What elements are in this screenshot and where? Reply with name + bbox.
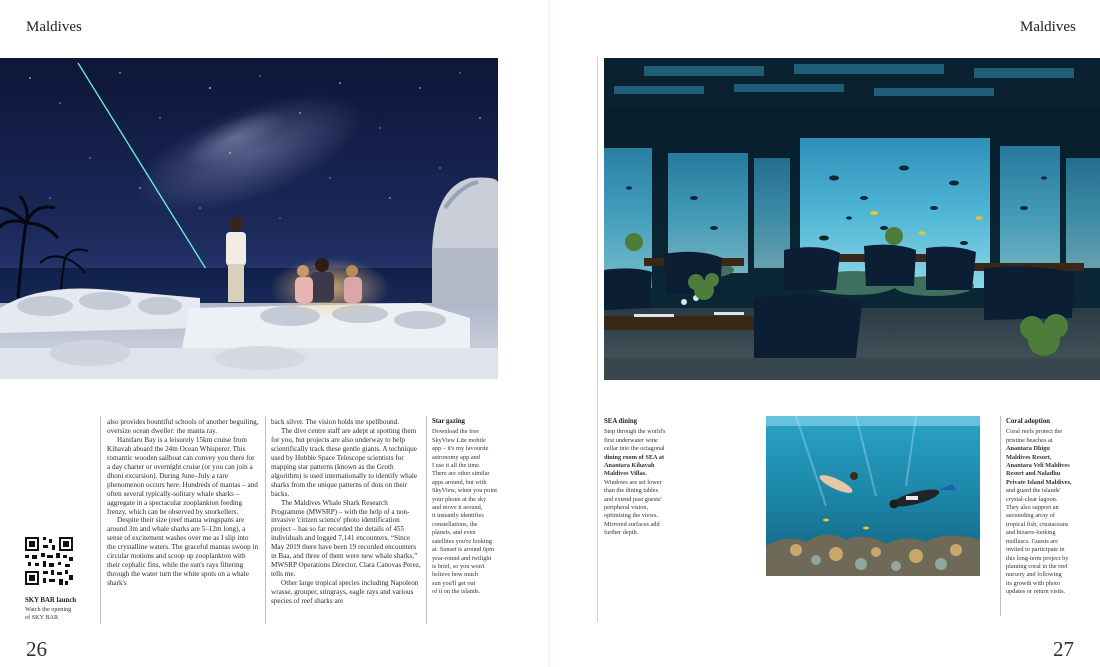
sidebar-line: molluscs. Guests are xyxy=(1006,537,1058,545)
sidebar-line: is brief, so you won't xyxy=(432,562,485,570)
sidebar-line: sun you'll get out xyxy=(432,579,476,587)
sidebar-line: updates or return visits. xyxy=(1006,588,1066,596)
sidebar-line: Coral reefs protect the xyxy=(1006,428,1063,436)
sidebar-title: Star gazing xyxy=(432,418,465,425)
sidebar-line: further depth. xyxy=(604,529,639,537)
sidebar-line: dining room of SEA at xyxy=(604,453,665,461)
right-page-number: 27 xyxy=(1053,637,1074,661)
sidebar-line: and guard the islands' xyxy=(1006,487,1061,495)
sidebar-line: SkyView, when you point xyxy=(432,487,497,495)
sidebar-line: Private Island Maldives, xyxy=(1006,478,1072,486)
paragraph: Hanifaru Bay is a leisurely 15km cruise from Kihavah aboard the 24m Ocean Whisperer. This romantic wooden sailboat can convey you there for a day charter or overnight cruise (or you can join a dhoni excursion). During June–July a rare phenomenon occurs here. Hundreds of mantas – and often several typically-solitary whale sharks – aggregate in a spectacular zooplankton feeding frenzy, which can be observed by snorkellers. xyxy=(107,435,258,516)
sky-bar-photo xyxy=(0,58,498,379)
sidebar-line: Anantara Veli Maldives xyxy=(1006,462,1070,470)
snorkel-photo xyxy=(766,416,980,576)
sidebar-line: cellar into the octagonal xyxy=(604,445,665,453)
sidebar-line: first underwater wine xyxy=(604,436,658,444)
sidebar-line: your phone at the sky xyxy=(432,495,487,503)
sidebar-line: year-round and twilight xyxy=(432,554,492,562)
sidebar-line: and bizarre-looking xyxy=(1006,529,1056,537)
sea-dining-sidebar xyxy=(604,418,704,538)
sidebar-line: its growth with photo xyxy=(1006,579,1061,587)
sidebar-line: believe how much xyxy=(432,571,479,579)
sidebar-line: Windows are set lower xyxy=(604,478,662,486)
star-gazing-sidebar xyxy=(432,418,542,597)
sidebar-line: invited to participate in xyxy=(1006,546,1065,554)
sidebar-line: at. Sunset is around 6pm xyxy=(432,546,495,554)
sidebar-line: app – it's my favourite xyxy=(432,445,489,453)
qr-caption-text: Watch the opening of SKY BAR xyxy=(25,606,72,622)
sidebar-title: Coral adoption xyxy=(1006,418,1050,425)
sidebar-line: this long-term project by xyxy=(1006,554,1069,562)
gutter xyxy=(548,0,554,667)
sidebar-line: optimising the views. xyxy=(604,512,659,520)
sidebar-title: SEA dining xyxy=(604,418,638,425)
column-rule xyxy=(265,416,266,624)
sidebar-line: planets, and even xyxy=(432,529,476,537)
sidebar-line: SkyView Lite mobile xyxy=(432,436,486,444)
qr-code[interactable] xyxy=(25,537,73,585)
paragraph: back silver. The vision holds me spellbound. xyxy=(271,418,400,426)
sidebar-line: apps around, but with xyxy=(432,478,487,486)
sidebar-line: planting coral in the reef xyxy=(1006,562,1068,570)
sidebar-line: satellites you're looking xyxy=(432,537,492,545)
sidebar-line: Maldives Resort, xyxy=(1006,453,1052,461)
sidebar-line: Step through the world's xyxy=(604,428,666,436)
sidebar-line: They also support an xyxy=(1006,504,1059,512)
sidebar-line: than the dining tables xyxy=(604,487,659,495)
sidebar-line: I use it all the time. xyxy=(432,462,481,470)
sidebar-line: astronomy app and xyxy=(432,453,480,461)
sidebar-line: Mirrored surfaces add xyxy=(604,520,660,528)
paragraph: also provides bountiful schools of another beguiling, oversize ocean dweller: the manta ray. xyxy=(107,418,259,435)
paragraph: The Maldives Whale Shark Research Programme (MWSRP) – with the help of a non-invasive 'citizen science' photo identification project – has so far recorded the details of 455 individuals and logged 7,141 encounters. “Since May 2019 there have been 19 recorded encounters in Baa, and three of them were new whale sharks,” MWSRP Operations Director, Clara Canovas Perez, tells me. xyxy=(271,498,421,579)
sidebar-line: astounding array of xyxy=(1006,512,1055,520)
sidebar-line: crystal-clear lagoon. xyxy=(1006,495,1058,503)
sidebar-line: and extend past guests' xyxy=(604,495,662,503)
sea-restaurant-photo xyxy=(604,58,1100,380)
sidebar-line: Anantara Kihavah xyxy=(604,462,655,470)
column-rule xyxy=(100,416,101,624)
sidebar-line: Download the free xyxy=(432,428,479,436)
gutter-rule xyxy=(597,56,598,622)
left-running-header: Maldives xyxy=(26,19,82,35)
column-rule xyxy=(1000,416,1001,616)
sidebar-line: of it on the islands. xyxy=(432,588,481,596)
right-running-header: Maldives xyxy=(1020,19,1076,35)
paragraph: Other large tropical species including Napoleon wrasse, grouper, stingrays, eagle rays and various species of reef sharks are xyxy=(271,579,419,606)
sidebar-line: nursery and following xyxy=(1006,571,1062,579)
coral-adoption-sidebar xyxy=(1006,418,1100,597)
sidebar-line: tropical fish, crustaceans xyxy=(1006,520,1069,528)
sidebar-line: pristine beaches at xyxy=(1006,436,1053,444)
sidebar-line: Anantara Dhigu xyxy=(1006,445,1050,453)
sidebar-line: and move it around, xyxy=(432,504,483,512)
body-column-1 xyxy=(107,418,259,626)
column-rule xyxy=(426,416,427,624)
sidebar-line: There are other similar xyxy=(432,470,490,478)
sidebar-line: constellations, the xyxy=(432,520,478,528)
sidebar-line: peripheral vision, xyxy=(604,504,649,512)
sidebar-line: it instantly identifies xyxy=(432,512,484,520)
qr-caption-title: SKY BAR launch xyxy=(25,597,77,604)
paragraph: Despite their size (reef manta wingspans are around 3m and whale sharks are 5–12m long), a sense of excitement washes over me as I slip into the crystalline waters. The graceful mantas swoop in circular motions and scoop up zooplankton with their cephalic fins, while the sun's rays filtering through the water turn the white spots on a whale shark's xyxy=(107,516,259,588)
sidebar-line: Maldives Villas. xyxy=(604,470,647,478)
left-page-number: 26 xyxy=(26,637,47,661)
body-column-2 xyxy=(271,418,421,626)
sidebar-line: Resort and Naladhu xyxy=(1006,470,1061,478)
paragraph: The dive centre staff are adept at spotting them for you, but projects are also underway to help scientifically track these gentle giants. A technique used by Hubble Space Telescope scientists for mapping star patterns (known as the Groth algorithm) is used internationally to identify whale sharks from the unique patterns of dots on their backs. xyxy=(271,426,418,498)
